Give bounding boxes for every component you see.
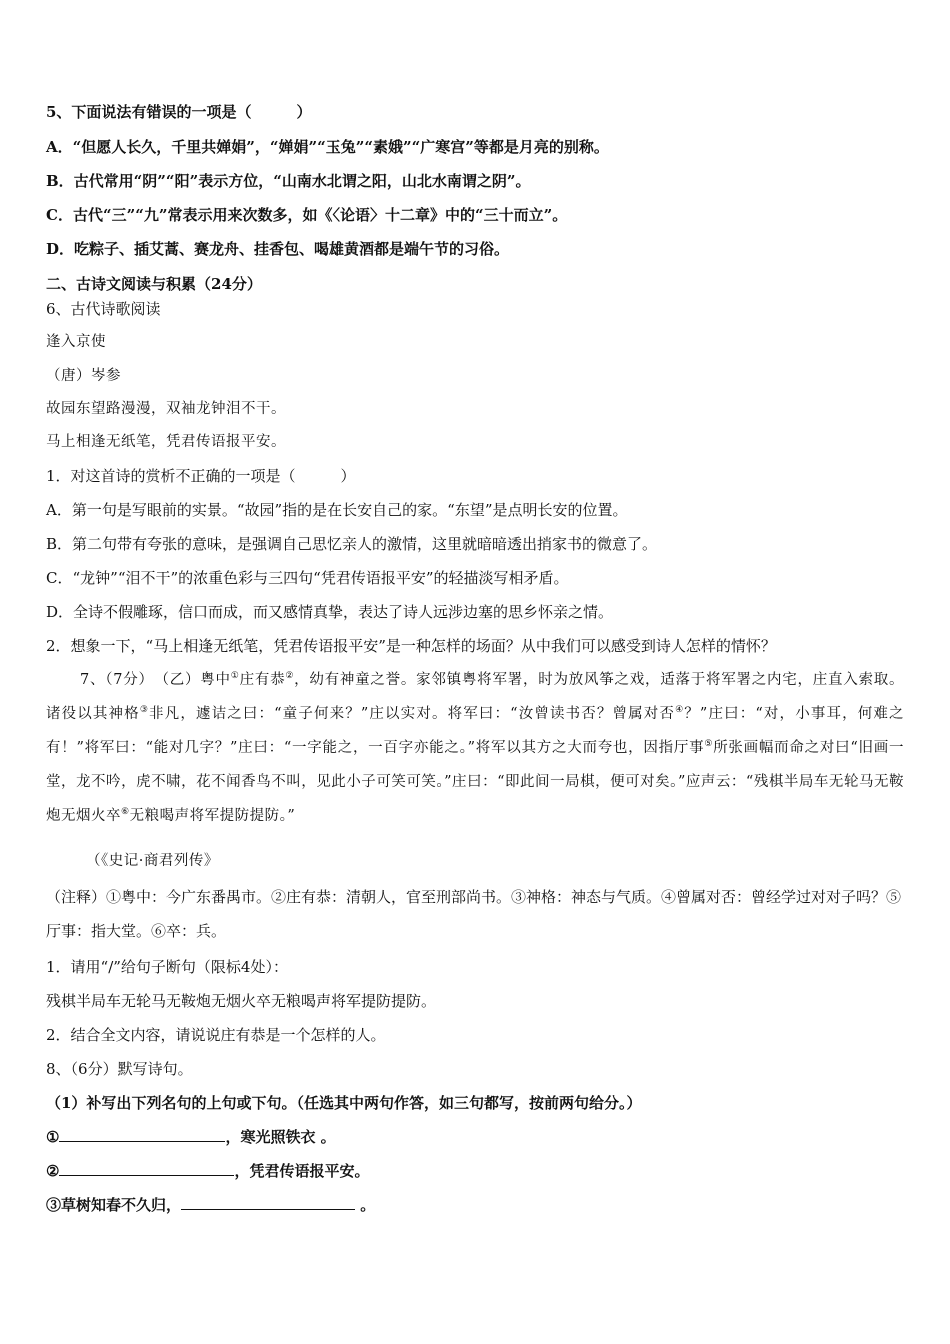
item-number: ② [46, 1162, 60, 1180]
q8-item-2 [46, 1161, 369, 1181]
q8-instruction: （1）补写出下列名句的上句或下句。（任选其中两句作答，如三句都写，按前两句给分。） [46, 1094, 642, 1112]
q7-text-5: 所张画幅而命之对曰“旧画一堂，龙不吟，虎不啸，花不闻香鸟不叫，见此小子可笑可笑。”庄曰：“即此间一局棋，便可对矣。”应声云：“残棋半局车无轮马无鞍炮无烟火卒 [46, 740, 904, 824]
q6-option-d: D．全诗不假雕琢，信口而成，而又感情真挚，表达了诗人远涉边塞的思乡怀亲之情。 [46, 603, 614, 621]
item-number: ① [46, 1128, 60, 1146]
q5-title: 5、下面说法有错误的一项是（ ） [46, 103, 312, 121]
q7-sub2: 2．结合全文内容，请说说庄有恭是一个怎样的人。 [46, 1026, 386, 1044]
q5-option-c: C．古代“三”“九”常表示用来次数多，如《〈论语〉十二章》中的“三十而立”。 [46, 206, 568, 224]
q8-title: 8、（6分）默写诗句。 [46, 1060, 193, 1078]
q7-source: （《史记·商君列传》 [86, 853, 219, 869]
q7-text-4: ？”庄曰：“对，小事耳，何难之有！”将军曰：“能对几字？”庄曰：“一字能之，一百字亦能之。”将军以其方之大而夸也，因指厅事 [46, 706, 905, 756]
q7-lead: 7、（7分） （乙）粤中 [80, 672, 231, 688]
poem-line-2: 马上相逢无纸笔，凭君传语报平安。 [46, 434, 286, 450]
q8-item-3 [46, 1195, 375, 1215]
q7-text-2: ，幼有神童之誉。家邻镇粤将军署，时为放风筝之戏，适落于将军署之内宅，庄直入索取。诸役以其神格 [46, 672, 905, 722]
answer-blank-2[interactable] [59, 1161, 234, 1176]
item-before-text: 草树知春不久归， [61, 1196, 182, 1214]
answer-blank-1[interactable] [59, 1127, 225, 1142]
q6-title: 6、古代诗歌阅读 [46, 300, 161, 318]
q7-sub1: 1．请用“/”给句子断句（限标4处）： [46, 958, 288, 976]
q5-option-d: D．吃粽子、插艾蒿、赛龙舟、挂香包、喝雄黄酒都是端午节的习俗。 [46, 240, 510, 258]
q7-passage [46, 663, 904, 833]
q6-option-c: C．“龙钟”“泪不干”的浓重色彩与三四句“凭君传语报平安”的轻描淡写相矛盾。 [46, 569, 569, 587]
note-marker-2: ② [285, 671, 295, 682]
note-marker-1: ① [230, 671, 240, 682]
note-marker-4: ④ [675, 705, 685, 716]
note-marker-6: ⑥ [121, 807, 130, 818]
poem-author: （唐）岑参 [46, 368, 121, 384]
q6-sub2: 2．想象一下，“马上相逢无纸笔，凭君传语报平安”是一种怎样的场面？从中我们可以感受到诗人怎样的情怀？ [46, 637, 776, 655]
item-after-text: 。 [355, 1196, 376, 1214]
poem-title: 逢入京使 [46, 334, 106, 350]
q6-option-b: B．第二句带有夸张的意味，是强调自己思忆亲人的激情，这里就暗暗透出捎家书的微意了。 [46, 535, 658, 553]
item-after-text: ，凭君传语报平安。 [234, 1162, 370, 1180]
q7-text-3: 非凡，遽诘之曰：“童子何来？”庄以实对。将军曰：“汝曾读书否？曾属对否 [149, 706, 676, 722]
item-after-text: ，寒光照铁衣 。 [225, 1128, 336, 1146]
q6-sub1: 1．对这首诗的赏析不正确的一项是（ ） [46, 467, 356, 485]
item-number: ③ [46, 1196, 62, 1214]
q5-option-a: A．“但愿人长久，千里共婵娟”，“婵娟”“玉兔”“素娥”“广寒宫”等都是月亮的别称。 [46, 138, 609, 156]
note-marker-3: ③ [139, 705, 150, 716]
note-marker-5: ⑤ [704, 739, 714, 750]
answer-blank-3[interactable] [181, 1195, 355, 1210]
q5-option-b: B．古代常用“阴”“阳”表示方位，“山南水北谓之阳，山北水南谓之阴”。 [46, 172, 531, 190]
q6-option-a: A．第一句是写眼前的实景。“故园”指的是在长安自己的家。“东望”是点明长安的位置。 [46, 501, 628, 519]
poem-line-1: 故园东望路漫漫，双袖龙钟泪不干。 [46, 401, 286, 417]
q7-text-1: 庄有恭 [239, 672, 286, 688]
q7-sub1-text: 残棋半局车无轮马无鞍炮无烟火卒无粮喝声将军提防提防。 [46, 992, 437, 1010]
q7-notes: （注释）①粤中：今广东番禺市。②庄有恭：清朝人，官至刑部尚书。③神格：神态与气质。④曾属对否：曾经学过对对子吗？⑤厅事：指大堂。⑥卒：兵。 [46, 888, 902, 940]
q8-item-1 [46, 1127, 336, 1147]
q7-text-6: 无粮喝声将军提防提防。” [129, 808, 296, 824]
section-heading: 二、古诗文阅读与积累（24分） [46, 275, 262, 293]
